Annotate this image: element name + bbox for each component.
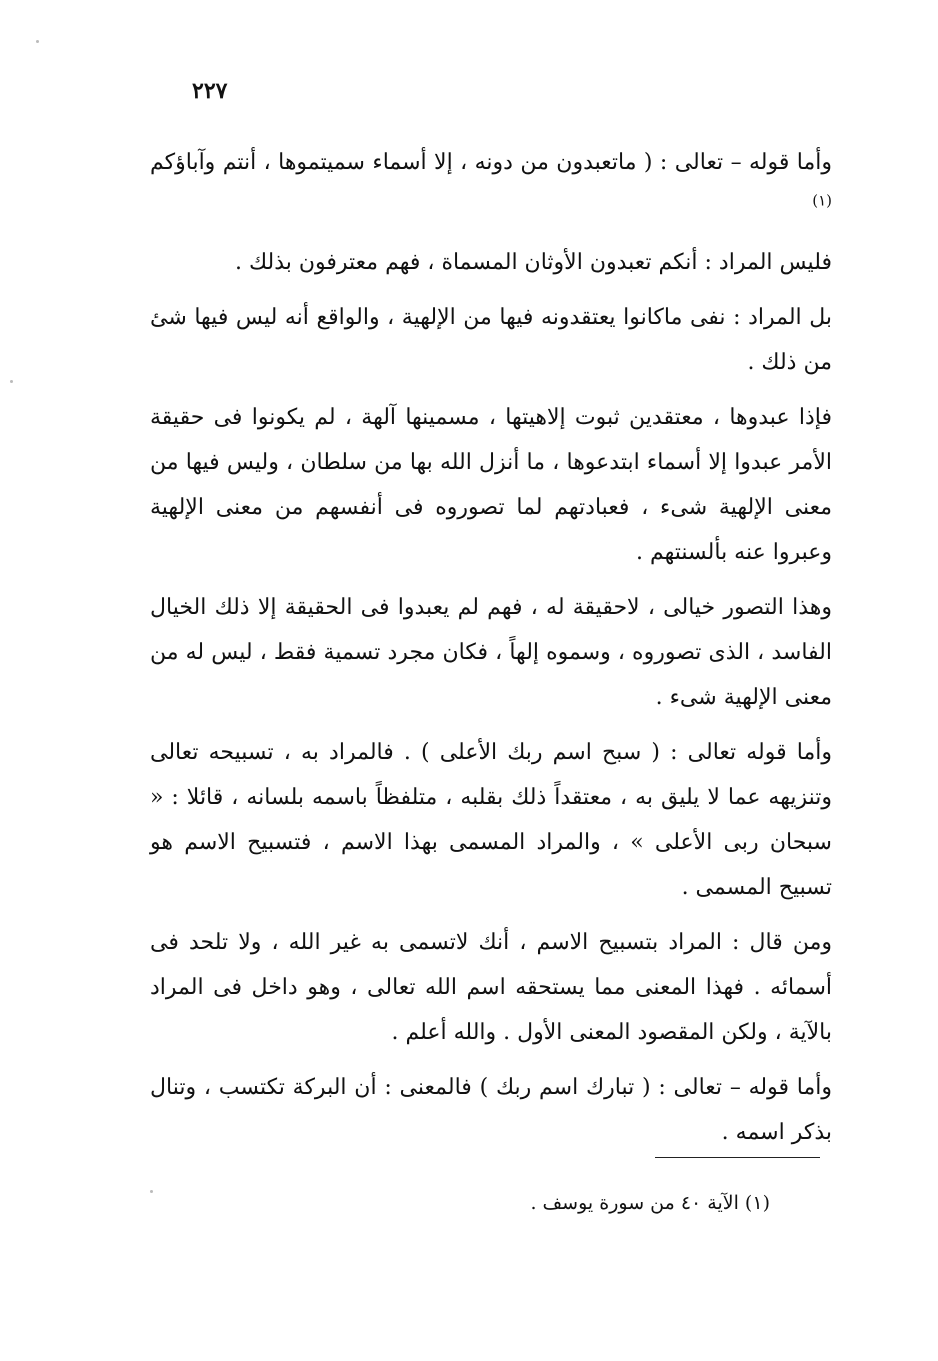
paragraph-6: وأما قوله تعالى : ( سبح اسم ربك الأعلى ) . فالمراد به ، تسبيحه تعالى وتنزيهه عما لا يليق به ، معتقداً ذلك بقلبه ، متلفظاً باسمه بلسانه ، قائلا : « سبحان ربى الأعلى » ، والمراد المسمى بهذا الاسم ، فتسبيح الاسم هو تسبيح المسمى . bbox=[150, 740, 832, 900]
footnote: (١) الآية ٤٠ من سورة يوسف . bbox=[530, 1192, 770, 1214]
paragraph-7: ومن قال : المراد بتسبيح الاسم ، أنك لاتسمى به غير الله ، ولا تلحد فى أسمائه . فهذا المعنى مما يستحقه اسم الله تعالى ، وهو داخل فى المراد بالآية ، ولكن المقصود المعنى الأول . والله أعلم . bbox=[150, 930, 832, 1045]
paragraph-text: وأما قوله – تعالى : ( ماتعبدون من دونه ، إلا أسماء سميتموها ، أنتم وآباؤكم bbox=[150, 150, 832, 175]
scan-speck bbox=[36, 40, 39, 43]
paragraph-4: فإذا عبدوها ، معتقدين ثبوت إلاهيتها ، مسمينها آلهة ، لم يكونوا فى حقيقة الأمر عبدوا إلا أسماء ابتدعوها ، ما أنزل الله بها من سلطان ، وليس فيها من معنى الإلهية شىء ، فعبادتهم لما تصوروه فى أنفسهم من معنى الإلهية وعبروا عنه بألسنتهم . bbox=[150, 405, 832, 565]
page-number: ٢٢٧ bbox=[192, 78, 228, 104]
scan-speck bbox=[150, 1190, 153, 1193]
paragraph-1 bbox=[150, 140, 832, 230]
scan-speck bbox=[10, 380, 13, 383]
footnote-divider bbox=[655, 1157, 820, 1158]
paragraph-8: وأما قوله – تعالى : ( تبارك اسم ربك ) فالمعنى : أن البركة تكتسب ، وتنال بذكر اسمه . bbox=[150, 1075, 832, 1145]
body-text bbox=[150, 140, 832, 1165]
paragraph-3: بل المراد : نفى ماكانوا يعتقدونه فيها من الإلهية ، والواقع أنه ليس فيها شئ من ذلك . bbox=[150, 305, 832, 375]
paragraph-5: وهذا التصور خيالى ، لاحقيقة له ، فهم لم يعبدوا فى الحقيقة إلا ذلك الخيال الفاسد ، الذى تصوروه ، وسموه إلهاً ، فكان مجرد تسمية فقط ، ليس له من معنى الإلهية شىء . bbox=[150, 595, 832, 710]
footnote-marker[interactable]: (١) bbox=[812, 191, 832, 210]
paragraph-2: فليس المراد : أنكم تعبدون الأوثان المسماة ، فهم معترفون بذلك . bbox=[234, 250, 832, 275]
